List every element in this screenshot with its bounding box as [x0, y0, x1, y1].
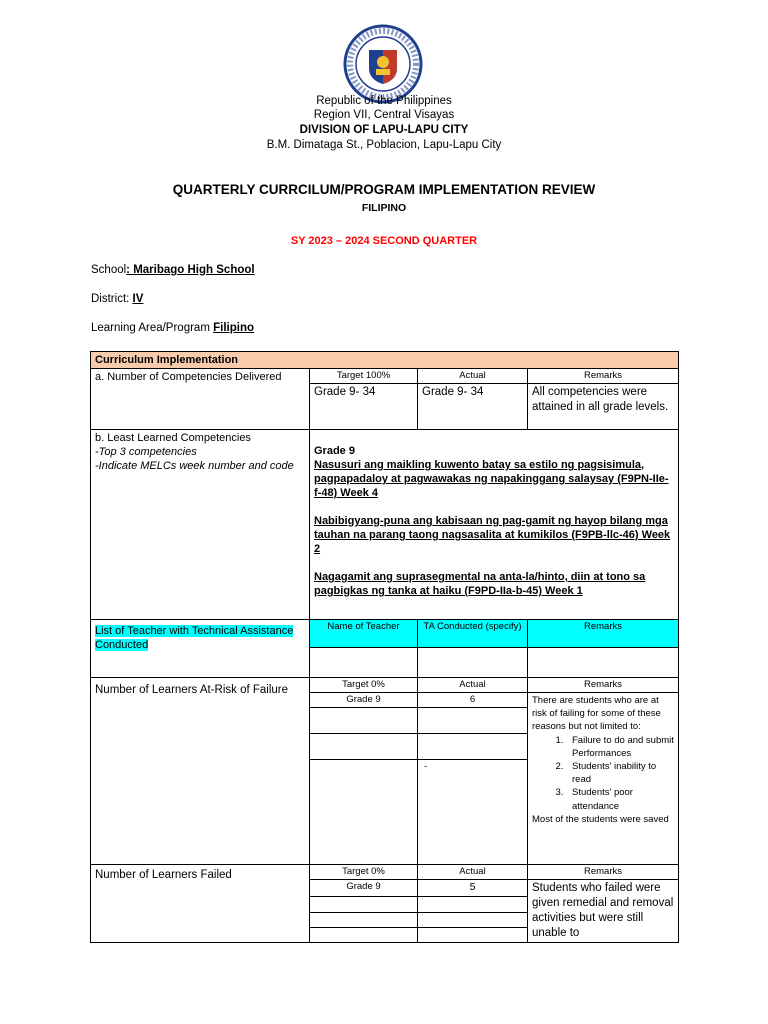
school-label: School — [91, 264, 127, 276]
failed-target-blank — [310, 928, 418, 943]
competencies-label: a. Number of Competencies Delivered — [91, 369, 310, 430]
least-learned-item: Nabibigyang-puna ang kabisaan ng pag-gamit ng hayop bilang mga tauhan na parang taong nagsasalita at kumikilos (F9PB-llc-46) Week 2 — [314, 515, 671, 555]
at-risk-target-header: Target 0% — [310, 678, 418, 693]
competencies-remarks-value: All competencies were attained in all grade levels. — [528, 384, 679, 430]
ta-teacher-header: Name of Teacher — [310, 620, 418, 648]
failed-remarks-value: Students who failed were given remedial and removal activities but were still unable to — [528, 880, 679, 943]
learning-area-label: Learning Area/Program — [91, 322, 214, 334]
competencies-target-header: Target 100% — [310, 369, 418, 384]
least-learned-item: Nasusuri ang maikling kuwento batay sa estilo ng pagsisimula, pagpapadaloy at pagwawakas ng napakinggang salaysay (F9PN-IIe-f-48) Week 4 — [314, 459, 669, 499]
ta-conducted-cell — [418, 648, 528, 678]
at-risk-remarks-cell — [528, 693, 679, 865]
district-label: District: — [91, 293, 133, 305]
at-risk-target-blank — [310, 760, 418, 865]
deped-seal-logo — [343, 24, 423, 104]
at-risk-actual-value: 6 — [418, 693, 528, 708]
at-risk-reason: 1. Failure to do and submit Performances — [566, 734, 674, 760]
header-address: B.M. Dimataga St., Poblacion, Lapu-Lapu City — [266, 139, 502, 151]
at-risk-label: Number of Learners At-Risk of Failure — [91, 678, 310, 865]
section-header-curriculum: Curriculum Implementation — [91, 352, 679, 369]
failed-actual-blank — [418, 912, 528, 928]
school-year-quarter: SY 2023 – 2024 SECOND QUARTER — [290, 235, 478, 247]
failed-remarks-header: Remarks — [528, 865, 679, 880]
at-risk-grade: Grade 9 — [310, 693, 418, 708]
least-learned-item: Nagagamit ang suprasegmental na anta-la/hinto, diin at tono sa pagbigkas ng tanka at haiku (F9PD-IIa-b-45) Week 1 — [314, 571, 646, 597]
at-risk-reasons-list — [532, 734, 674, 813]
district-field — [91, 293, 143, 305]
at-risk-actual-header: Actual — [418, 678, 528, 693]
at-risk-target-blank — [310, 734, 418, 760]
competencies-actual-value: Grade 9- 34 — [418, 384, 528, 430]
at-risk-reason: 3. Students' poor attendance — [566, 786, 674, 812]
failed-actual-header: Actual — [418, 865, 528, 880]
failed-actual-blank — [418, 896, 528, 912]
at-risk-target-blank — [310, 708, 418, 734]
implementation-review-table — [90, 351, 679, 943]
at-risk-remarks-header: Remarks — [528, 678, 679, 693]
competencies-actual-header: Actual — [418, 369, 528, 384]
learning-area-value: Filipino — [213, 322, 254, 334]
at-risk-remarks-outro: Most of the students were saved — [532, 813, 669, 825]
school-field — [91, 264, 255, 276]
least-learned-label: b. Least Learned Competencies — [95, 432, 251, 444]
failed-grade: Grade 9 — [310, 880, 418, 897]
failed-target-header: Target 0% — [310, 865, 418, 880]
ta-remarks-header: Remarks — [528, 620, 679, 648]
document-title: QUARTERLY CURRCILUM/PROGRAM IMPLEMENTATION REVIEW — [172, 182, 596, 197]
ta-conducted-header: TA Conducted (specify) — [418, 620, 528, 648]
failed-label: Number of Learners Failed — [91, 865, 310, 943]
header-region: Region VII, Central Visayas — [313, 109, 455, 121]
at-risk-actual-blank — [418, 734, 528, 760]
failed-target-blank — [310, 896, 418, 912]
at-risk-reason: 2. Students' inability to read — [566, 760, 674, 786]
header-republic: Republic of the Philippines — [316, 95, 452, 107]
least-learned-note-melcs: -Indicate MELCs week number and code — [95, 460, 294, 472]
least-learned-label-cell — [91, 430, 310, 620]
failed-actual-blank — [418, 928, 528, 943]
district-value: IV — [132, 293, 144, 305]
competencies-remarks-header: Remarks — [528, 369, 679, 384]
competencies-target-value: Grade 9- 34 — [310, 384, 418, 430]
least-learned-content — [310, 430, 679, 620]
subject-title: FILIPINO — [361, 202, 407, 214]
at-risk-actual-dash: - — [418, 760, 528, 865]
least-learned-grade: Grade 9 — [314, 445, 355, 457]
ta-teacher-cell — [310, 648, 418, 678]
school-value: : Maribago High School — [126, 264, 255, 276]
at-risk-remarks-intro: There are students who are at risk of failing for some of these reasons but not limited to: — [532, 695, 661, 733]
at-risk-actual-blank — [418, 708, 528, 734]
technical-assistance-label: List of Teacher with Technical Assistance Conducted — [95, 625, 294, 651]
header-division: DIVISION OF LAPU-LAPU CITY — [299, 124, 469, 136]
failed-actual-value: 5 — [418, 880, 528, 897]
ta-remarks-cell — [528, 648, 679, 678]
learning-area-field — [91, 322, 254, 334]
least-learned-note-top3: -Top 3 competencies — [95, 446, 197, 458]
technical-assistance-label-cell — [91, 620, 310, 678]
failed-target-blank — [310, 912, 418, 928]
